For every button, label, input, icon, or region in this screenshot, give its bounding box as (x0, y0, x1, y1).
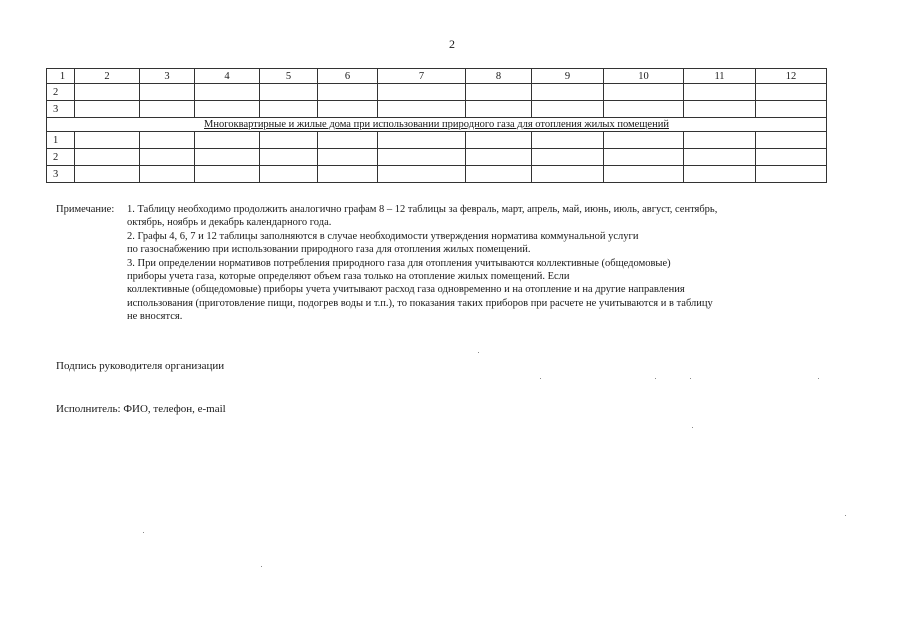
note-line: использования (приготовление пищи, подогрев воды и т.п.), то показания таких приборов при расчете не учитываются и в таблицу (127, 297, 713, 309)
signature-line: Подпись руководителя организации (56, 360, 225, 372)
column-header: 5 (260, 69, 318, 84)
column-header: 6 (318, 69, 378, 84)
row-number: 1 (47, 132, 75, 149)
scan-speck (261, 566, 262, 567)
scan-speck (692, 427, 693, 428)
scan-speck (478, 352, 479, 353)
table-row (47, 149, 827, 166)
note-line: 3. При определении нормативов потребления природного газа для отопления учитываются коллективные (общедомовые) (127, 257, 671, 269)
section-title: Многоквартирные и жилые дома при использовании природного газа для отопления жилых помещений (47, 118, 827, 132)
note-body (127, 203, 846, 324)
data-table (46, 68, 827, 183)
note-line: по газоснабжению при использовании природного газа для отопления жилых помещений. (127, 244, 531, 256)
note-line: 2. Графы 4, 6, 7 и 12 таблицы заполняются в случае необходимости утверждения норматива коммунальной услуги (127, 230, 639, 242)
column-header: 2 (75, 69, 140, 84)
scan-speck (690, 378, 691, 379)
scan-speck (540, 378, 541, 379)
executor-line: Исполнитель: ФИО, телефон, e-mail (56, 403, 226, 415)
scan-speck (845, 515, 846, 516)
column-header: 10 (604, 69, 684, 84)
table-row (47, 101, 827, 118)
note-block (56, 203, 846, 324)
scan-speck (655, 378, 656, 379)
note-line: коллективные (общедомовые) приборы учета учитывают расход газа одновременно и на отопление и на другие направления (127, 284, 685, 296)
note-line: октябрь, ноябрь и декабрь календарного года. (127, 217, 332, 229)
column-header: 4 (195, 69, 260, 84)
note-line: 1. Таблицу необходимо продолжить аналогично графам 8 – 12 таблицы за февраль, март, апрель, май, июнь, июль, август, сентябрь, (127, 204, 718, 215)
scan-speck (143, 532, 144, 533)
note-line: не вносятся. (127, 311, 183, 323)
row-number: 3 (47, 101, 75, 118)
table-header-row (47, 69, 827, 84)
column-header: 1 (47, 69, 75, 84)
note-label: Примечание: (56, 204, 115, 215)
table-row (47, 84, 827, 101)
table-row (47, 132, 827, 149)
column-header: 7 (378, 69, 466, 84)
column-header: 12 (756, 69, 827, 84)
section-title-row (47, 118, 827, 132)
scan-speck (818, 378, 819, 379)
row-number: 3 (47, 166, 75, 183)
note-line: приборы учета газа, которые определяют объем газа только на отопление жилых помещений. Если (127, 271, 570, 283)
row-number: 2 (47, 149, 75, 166)
column-header: 3 (140, 69, 195, 84)
column-header: 9 (532, 69, 604, 84)
row-number: 2 (47, 84, 75, 101)
table-row (47, 166, 827, 183)
column-header: 8 (466, 69, 532, 84)
page-number: 2 (449, 37, 455, 51)
column-header: 11 (684, 69, 756, 84)
